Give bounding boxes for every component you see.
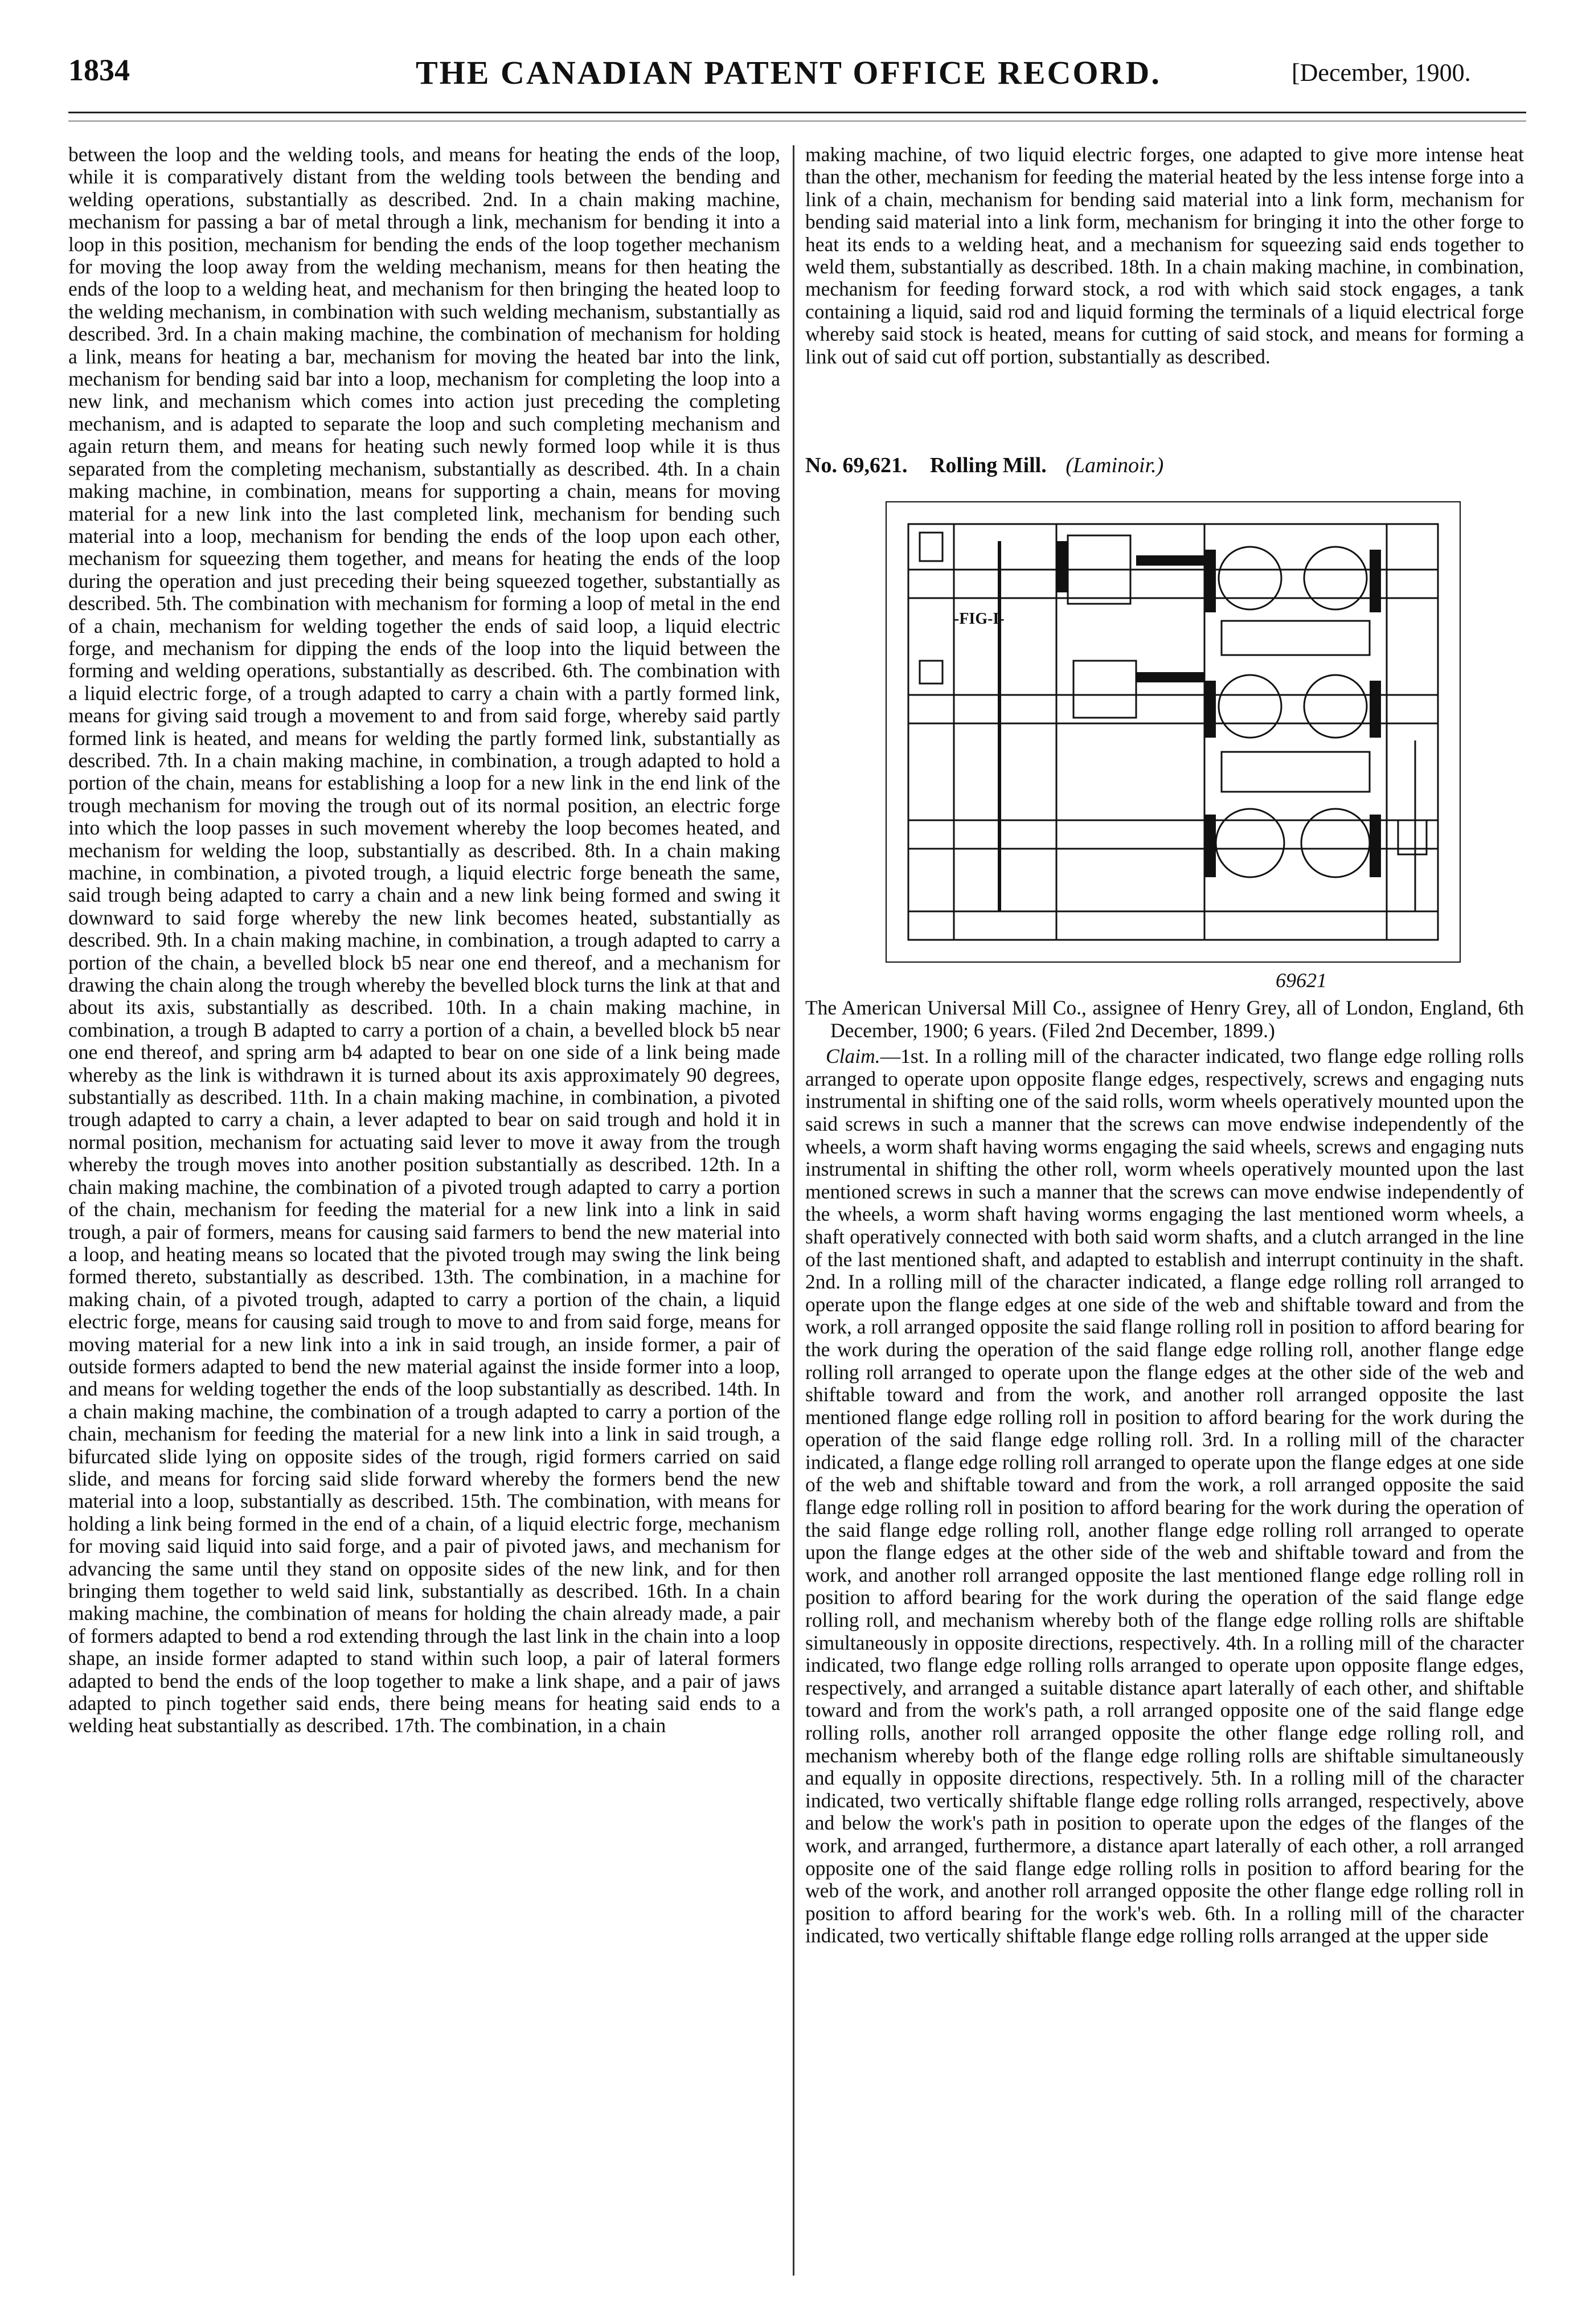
patent-number: No. 69,621. bbox=[805, 453, 908, 477]
page-header bbox=[0, 52, 1590, 98]
right-column-continuation bbox=[805, 144, 1524, 368]
claim-label: Claim. bbox=[826, 1045, 880, 1068]
claim-text: —1st. In a rolling mill of the character indicated, two flange edge rolling rolls arranged to operate upon opposite flange edges, respectively, screws and engaging nuts instrumental in shifting one of the said rolls, worm wheels operatively mounted upon the said screws in such a manner that the screws can move endwise independently of the wheels, a worm shaft having worms engaging the said wheels, screws and engaging nuts instrumental in shifting the other roll, worm wheels operatively mounted upon the last mentioned screws in such a manner that the screws can move endwise independently of the wheels, a worm shaft having worms engaging the last mentioned worm wheels, a shaft operatively connected with both said worm shafts, and a clutch arranged in the line of the last mentioned shaft, and adapted to establish and interrupt continuity in the shaft. 2nd. In a rolling mill of the character indicated, a flange edge rolling roll arranged to operate upon the flange edges at one side of the web and shiftable toward and from the work, a roll arranged opposite the said flange rolling roll in position to afford bearing for the work during the operation of the said flange edge rolling roll, another flange edge rolling roll arranged to operate upon the flange edges at the other side of the web and shiftable toward and from the work, and another roll arranged opposite the last mentioned flange edge rolling roll in position to afford bearing for the work during the operation of the said flange edge rolling roll. 3rd. In a rolling mill of the character indicated, a flange edge rolling roll arranged to operate upon the flange edges at one side of the web and shiftable toward and from the work, a roll arranged opposite the said flange edge rolling roll in position to afford bearing for the work during the operation of the said flange edge rolling roll, another flange edge rolling roll arranged to operate upon the flange edges at the other side of the web and shiftable toward and from the work, and another roll arranged opposite the last mentioned flange edge rolling roll in position to afford bearing for the work during the operation of the said flange edge rolling roll, and mechanism whereby both of the flange edge rolling rolls are shiftable simultaneously in opposite directions, respectively. 4th. In a rolling mill of the character indicated, two flange edge rolling rolls arranged to operate upon opposite flange edges, respectively, and arranged a suitable distance apart laterally of each other, and shiftable toward and from the work's path, a roll arranged opposite one of the said flange edge rolling rolls, another roll arranged opposite the other flange edge rolling roll, and mechanism whereby both of the flange edge rolling rolls are shiftable simultaneously and equally in opposite directions, respectively. 5th. In a rolling mill of the character indicated, two vertically shiftable flange edge rolling rolls arranged, respectively, above and below the work's path in position to operate upon the edges of the flanges of the work, and arranged, furthermore, a distance apart laterally of each other, a roll arranged opposite one of the said flange edge rolling rolls in position to afford bearing for the web of the work, and another roll arranged opposite the other flange edge rolling roll in position to afford bearing for the work's web. 6th. In a rolling mill of the character indicated, two vertically shiftable flange edge rolling rolls arranged at the upper side bbox=[805, 1045, 1524, 1947]
page-number: 1834 bbox=[68, 53, 130, 87]
header-rule bbox=[68, 112, 1526, 113]
continuation-text: making machine, of two liquid electric forges, one adapted to give more intense heat than the other, mechanism for feeding the material heated by the less intense forge into a link of a chain, mechanism for bending said material into a link form, mechanism for bending said material into a link form, mechanism for bringing it into the other forge to heat its ends to a welding heat, and a mechanism for squeezing said ends together to weld them, substantially as described. 18th. In a chain making machine, in combination, mechanism for feeding forward stock, a rod with which said stock engages, a tank containing a liquid, said rod and liquid forming the terminals of a liquid electrical forge whereby said stock is heated, means for cutting of said stock, and means for forming a link out of said cut off portion, substantially as described. bbox=[805, 143, 1524, 368]
assignee-text: The American Universal Mill Co., assignee of Henry Grey, all of London, England, 6th December, 1900; 6 years. (Filed 2nd December, 1899.) bbox=[805, 996, 1524, 1042]
issue-date: [December, 1900. bbox=[1292, 59, 1471, 87]
left-column-text: between the loop and the welding tools, and means for heating the ends of the loop, while it is comparatively distant from the welding tools between the bending and welding operations, substantially as described. 2nd. In a chain making machine, mechanism for passing a bar of metal through a link, mechanism for bending it into a loop in this position, mechanism for bending the ends of the loop together mechanism for moving the loop away from the welding mechanism, means for then heating the ends of the loop to a welding heat, and mechanism for then bringing the heated loop to the welding mechanism, in combination with such welding mechanism, substantially as described. 3rd. In a chain making machine, the combination of mechanism for holding a link, means for heating a bar, mechanism for moving the heated bar into the link, mechanism for bending said bar into a loop, mechanism for completing the loop into a new link, and mechanism which comes into action just preceding the completing mechanism, and is adapted to separate the loop and such completing mechanism and again return them, and means for heating such newly formed loop while it is thus separated from the completing mechanism, substantially as described. 4th. In a chain making machine, in combination, means for supporting a chain, means for moving material for a new link into the last completed link, mechanism for bending such material into a loop, mechanism for bending the ends of the loop upon each other, mechanism for squeezing them together, and means for heating the ends of the loop during the operation and just preceding their being squeezed together, substantially as described. 5th. The combination with mechanism for forming a loop of metal in the end of a chain, mechanism for welding together the ends of said loop, a liquid electric forge, and mechanism for dipping the ends of the loop into the liquid between the forming and welding operations, substantially as described. 6th. The combination with a liquid electric forge, of a trough adapted to carry a chain with a partly formed link, means for giving said trough a movement to and from said forge, whereby said partly formed link is heated, and means for welding the partly formed link, substantially as described. 7th. In a chain making machine, in combination, a trough adapted to hold a portion of the chain, means for establishing a loop for a new link in the end link of the trough mechanism for moving the trough out of its normal position, an electric forge into which the loop passes in such movement whereby the loop becomes heated, and mechanism for welding the loop, substantially as described. 8th. In a chain making machine, in combination, a pivoted trough, a liquid electric forge beneath the same, said trough being adapted to carry a chain and a new link being formed and swing it downward to said forge whereby the new link becomes heated, substantially as described. 9th. In a chain making machine, in combination, a trough adapted to carry a portion of the chain, a bevelled block b5 near one end thereof, and a mechanism for drawing the chain along the trough whereby the bevelled block turns the link at that and about its axis, substantially as described. 10th. In a chain making machine, in combination, a trough B adapted to carry a portion of a chain, a bevelled block b5 near one end thereof, and spring arm b4 adapted to bear on one side of a link being made whereby as the link is withdrawn it is turned about its axis approximately 90 degrees, substantially as described. 11th. In a chain making machine, in combination, a pivoted trough adapted to carry a chain, a lever adapted to bear on said trough and hold it in normal position, mechanism for actuating said lever to move it away from the trough whereby the trough moves into another position substantially as described. 12th. In a chain making machine, the combination of a pivoted trough adapted to carry a portion of the chain, mechanism for feeding the material for a new link into a link in said trough, a pair of formers, means for causing said farmers to bend the new material into a loop, and heating means so located that the pivoted trough may swing the link being formed thereto, substantially as described. 13th. The combination, in a machine for making chain, of a pivoted trough, adapted to carry a portion of the chain, a liquid electric forge, means for causing said trough to move to and from said forge, means for moving material for a new link into a ink in said trough, an inside former, a pair of outside formers adapted to bend the new material against the inside former into a loop, and means for welding together the ends of the loop substantially as described. 14th. In a chain making machine, the combination of a trough adapted to carry a portion of the chain, mechanism for feeding the material for a new link into a link in said trough, a bifurcated slide lying on opposite sides of the trough, rigid formers carried on said slide, and means for forcing said slide forward whereby the formers bend the new material into a loop, substantially as described. 15th. The combination, with means for holding a link being formed in the end of a chain, of a liquid electric forge, mechanism for moving said liquid into said forge, and a pair of pivoted jaws, and mechanism for advancing the same until they stand on opposite sides of the new link, and for then bringing them together to weld said link, substantially as described. 16th. In a chain making machine, the combination of means for holding the chain already made, a pair of formers adapted to bend a rod extending through the last link in the chain into a loop shape, an inside former adapted to stand within such loop, a pair of lateral formers adapted to bend the ends of the loop together to make a link shape, and a pair of jaws adapted to pinch together said ends, there being means for heating said ends to a welding heat substantially as described. 17th. The combination, in a chain bbox=[68, 143, 780, 1737]
claims-paragraph bbox=[805, 1045, 1524, 1947]
patent-entry-body bbox=[805, 997, 1524, 1947]
figure-label: -FIG-I- bbox=[954, 610, 1005, 628]
patent-figure-svg bbox=[886, 501, 1461, 963]
column-divider bbox=[793, 145, 794, 2276]
figure-number: 69621 bbox=[1276, 969, 1327, 992]
patent-subject: Rolling Mill. bbox=[929, 453, 1047, 477]
journal-title: THE CANADIAN PATENT OFFICE RECORD. bbox=[416, 54, 1161, 91]
patent-entry-heading bbox=[805, 453, 1163, 478]
patent-french-title: (Laminoir.) bbox=[1066, 453, 1164, 477]
left-column bbox=[68, 144, 780, 1737]
rolling-mill-drawing bbox=[886, 501, 1461, 963]
